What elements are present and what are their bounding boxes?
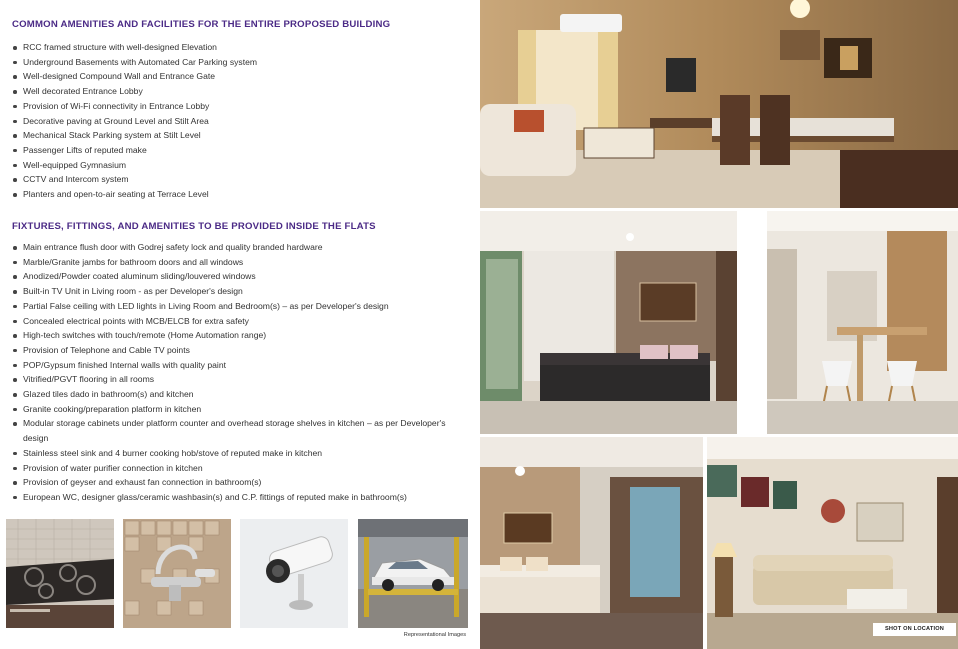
- amenity-thumbnails: [6, 519, 468, 628]
- list-item: Provision of water purifier connection in kitchen: [12, 461, 467, 476]
- common-amenities-heading: COMMON AMENITIES AND FACILITIES FOR THE ENTIRE PROPOSED BUILDING: [12, 19, 391, 30]
- list-item: Vitrified/PGVT flooring in all rooms: [12, 372, 467, 387]
- amenities-panel: [0, 0, 474, 649]
- list-item: Granite cooking/preparation platform in kitchen: [12, 402, 467, 417]
- list-item: CCTV and Intercom system: [12, 172, 467, 187]
- list-item: Provision of geyser and exhaust fan connection in bathroom(s): [12, 475, 467, 490]
- list-item: Modular storage cabinets under platform counter and overhead storage shelves in kitchen – as per Developer's design: [12, 416, 467, 445]
- living-room-photo: [707, 437, 958, 649]
- list-item: Stainless steel sink and 4 burner cooking hob/stove of reputed make in kitchen: [12, 446, 467, 461]
- representational-images-caption: Representational Images: [403, 632, 466, 638]
- list-item: RCC framed structure with well-designed Elevation: [12, 40, 467, 55]
- list-item: Built-in TV Unit in Living room - as per Developer's design: [12, 284, 467, 299]
- list-item: Marble/Granite jambs for bathroom doors and all windows: [12, 255, 467, 270]
- bedroom-photo-2: [480, 437, 703, 649]
- kitchen-hob-image: [6, 519, 114, 628]
- list-item: Anodized/Powder coated aluminum sliding/louvered windows: [12, 269, 467, 284]
- list-item: Provision of Wi-Fi connectivity in Entrance Lobby: [12, 99, 467, 114]
- flat-fixtures-heading: FIXTURES, FITTINGS, AND AMENITIES TO BE PROVIDED INSIDE THE FLATS: [12, 221, 376, 232]
- list-item: High-tech switches with touch/remote (Home Automation range): [12, 328, 467, 343]
- bedroom-photo-1: [480, 211, 737, 434]
- list-item: Provision of Telephone and Cable TV points: [12, 343, 467, 358]
- faucet-image: [123, 519, 231, 628]
- cctv-camera-image: [240, 519, 348, 628]
- list-item: Decorative paving at Ground Level and Stilt Area: [12, 114, 467, 129]
- shot-on-location-label: SHOT ON LOCATION: [873, 623, 956, 636]
- list-item: Underground Basements with Automated Car Parking system: [12, 55, 467, 70]
- list-item: Mechanical Stack Parking system at Stilt Level: [12, 128, 467, 143]
- list-item: Main entrance flush door with Godrej safety lock and quality branded hardware: [12, 240, 467, 255]
- list-item: Well-designed Compound Wall and Entrance Gate: [12, 69, 467, 84]
- list-item: Well-equipped Gymnasium: [12, 158, 467, 173]
- common-amenities-list: [12, 40, 467, 202]
- stack-parking-image: [358, 519, 468, 628]
- list-item: Glazed tiles dado in bathroom(s) and kitchen: [12, 387, 467, 402]
- flat-fixtures-list: [12, 240, 467, 505]
- dining-area-photo: [767, 211, 958, 434]
- list-item: Concealed electrical points with MCB/ELCB for extra safety: [12, 314, 467, 329]
- list-item: Partial False ceiling with LED lights in Living Room and Bedroom(s) – as per Developer's design: [12, 299, 467, 314]
- list-item: POP/Gypsum finished Internal walls with quality paint: [12, 358, 467, 373]
- list-item: Passenger Lifts of reputed make: [12, 143, 467, 158]
- list-item: Well decorated Entrance Lobby: [12, 84, 467, 99]
- list-item: Planters and open-to-air seating at Terrace Level: [12, 187, 467, 202]
- living-dining-photo: [480, 0, 958, 208]
- list-item: European WC, designer glass/ceramic washbasin(s) and C.P. fittings of reputed make in bathroom(s): [12, 490, 467, 505]
